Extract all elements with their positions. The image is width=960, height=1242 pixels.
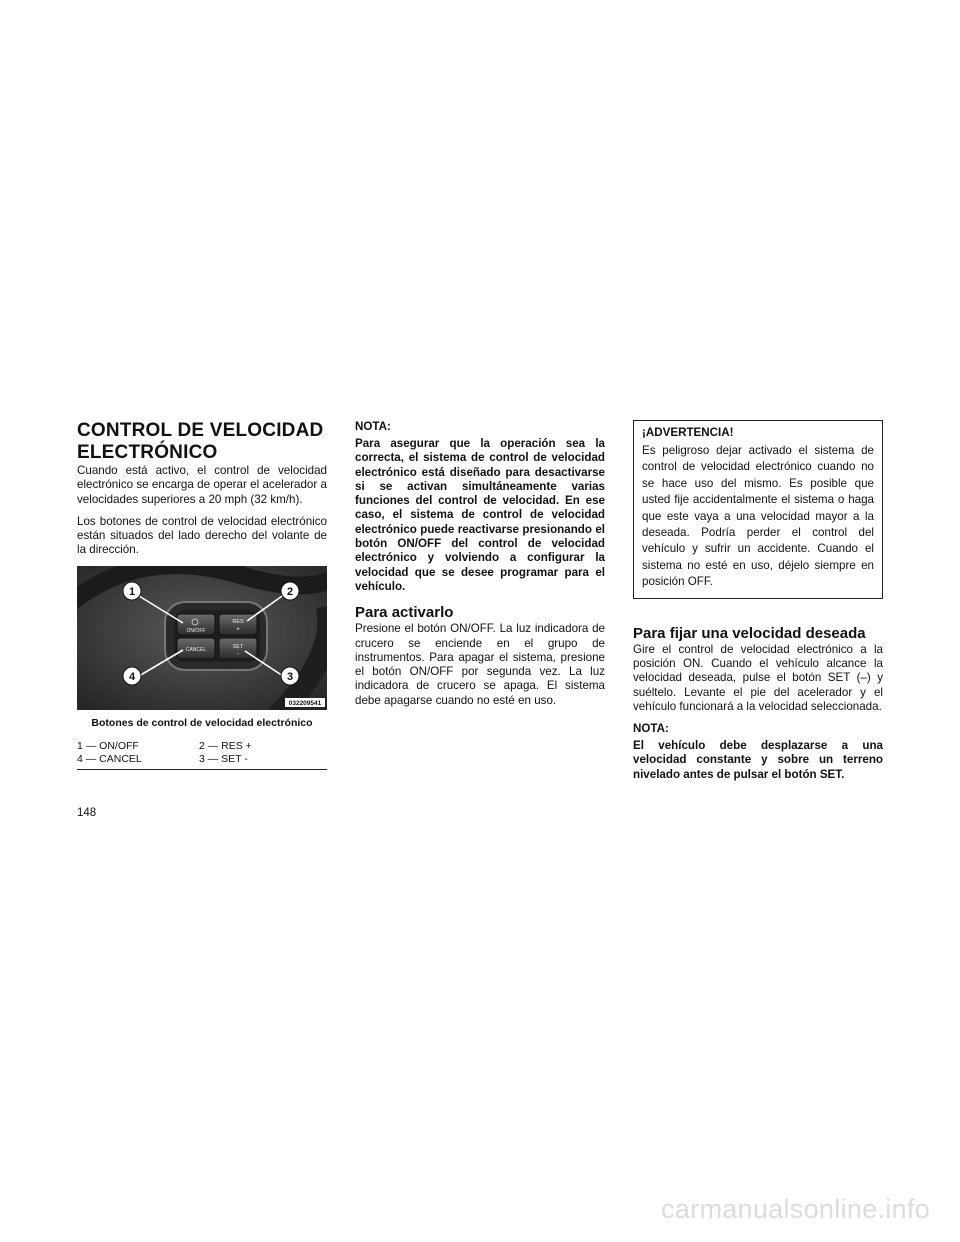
cancel-button-label: CANCEL	[185, 646, 207, 653]
legend-item-res: 2 — RES +	[199, 739, 252, 752]
watermark-text: carmanualsonline.info	[661, 1194, 930, 1224]
note-title-2: NOTA:	[633, 722, 669, 736]
steering-wheel-figure	[77, 566, 327, 710]
res-button-label: RES	[232, 618, 244, 625]
activate-paragraph: Presione el botón ON/OFF. La luz indicadora de crucero se enciende en el grupo de instrumentos. Para apagar el sistema, presione el botón ON/OFF por segunda vez. La luz indicadora de crucero se apaga. El sistema debe apagarse cuando no esté en uso.	[355, 622, 605, 707]
figure-caption: Botones de control de velocidad electrónico	[91, 716, 313, 729]
subheading-set-speed: Para fijar una velocidad deseada	[633, 624, 866, 642]
warning-body: Es peligroso dejar activado el sistema de control de velocidad electrónico cuando no se hace uso del mismo. Es posible que usted fije accidentalmente el sistema o haga que este vaya a una velocidad mayor a la deseada. Podría perder el control del vehículo y sufrir un accidente. Cuando el sistema no esté en uso, déjelo siempre en posición OFF.	[642, 444, 874, 589]
set-speed-paragraph: Gire el control de velocidad electrónico a la posición ON. Cuando el vehículo alcance la velocidad deseada, pulse el botón SET (–) y suéltelo. Levante el pie del acelerador y el vehículo funcionará a la velocidad seleccionada.	[633, 642, 883, 713]
callout-3: 3	[286, 670, 294, 683]
callout-2: 2	[286, 585, 294, 598]
column-right	[633, 420, 883, 792]
figure-code: 032209541	[288, 699, 322, 707]
onoff-button-label: ON/OFF	[186, 627, 206, 634]
location-paragraph: Los botones de control de velocidad electrónico están situados del lado derecho del volante de la dirección.	[77, 514, 327, 557]
intro-paragraph: Cuando está activo, el control de velocidad electrónico se encarga de operar el acelerador a velocidades superiores a 20 mph (32 km/h).	[77, 464, 327, 506]
set-button-label: SET	[232, 643, 244, 650]
legend-item-cancel: 4 — CANCEL	[77, 752, 142, 765]
legend-row	[77, 740, 327, 753]
legend-item-onoff: 1 — ON/OFF	[77, 739, 139, 752]
figure-legend	[77, 740, 327, 770]
subheading-activate: Para activarlo	[355, 604, 454, 622]
column-middle	[355, 420, 605, 716]
legend-item-set: 3 — SET -	[199, 752, 248, 765]
note-body-2: El vehículo debe desplazarse a una velocidad constante y sobre un terreno nivelado antes de pulsar el botón SET.	[633, 739, 883, 781]
set-minus-label: -	[237, 650, 239, 657]
heading-line-2: ELECTRÓNICO	[77, 442, 218, 463]
column-left	[77, 420, 327, 770]
res-plus-label: +	[236, 626, 240, 633]
page-number: 148	[77, 807, 97, 819]
callout-1: 1	[128, 585, 136, 598]
legend-row	[77, 753, 327, 766]
note-title: NOTA:	[355, 420, 391, 433]
warning-title: ¡ADVERTENCIA!	[642, 426, 734, 439]
note-body: Para asegurar que la operación sea la correcta, el sistema de control de velocidad electrónico está diseñado para desactivarse si se activan simultáneamente varias funciones del control de velocidad. En ese caso, el sistema de control de velocidad electrónico puede reactivarse presionando el botón ON/OFF del control de velocidad electrónico y volviendo a configurar la velocidad que se desee programar para el vehículo.	[355, 437, 605, 593]
heading-line-1: CONTROL DE VELOCIDAD	[77, 420, 324, 441]
callout-4: 4	[128, 670, 136, 683]
cruise-control-illustration	[77, 566, 327, 710]
section-heading	[77, 420, 327, 464]
warning-box	[633, 420, 883, 599]
